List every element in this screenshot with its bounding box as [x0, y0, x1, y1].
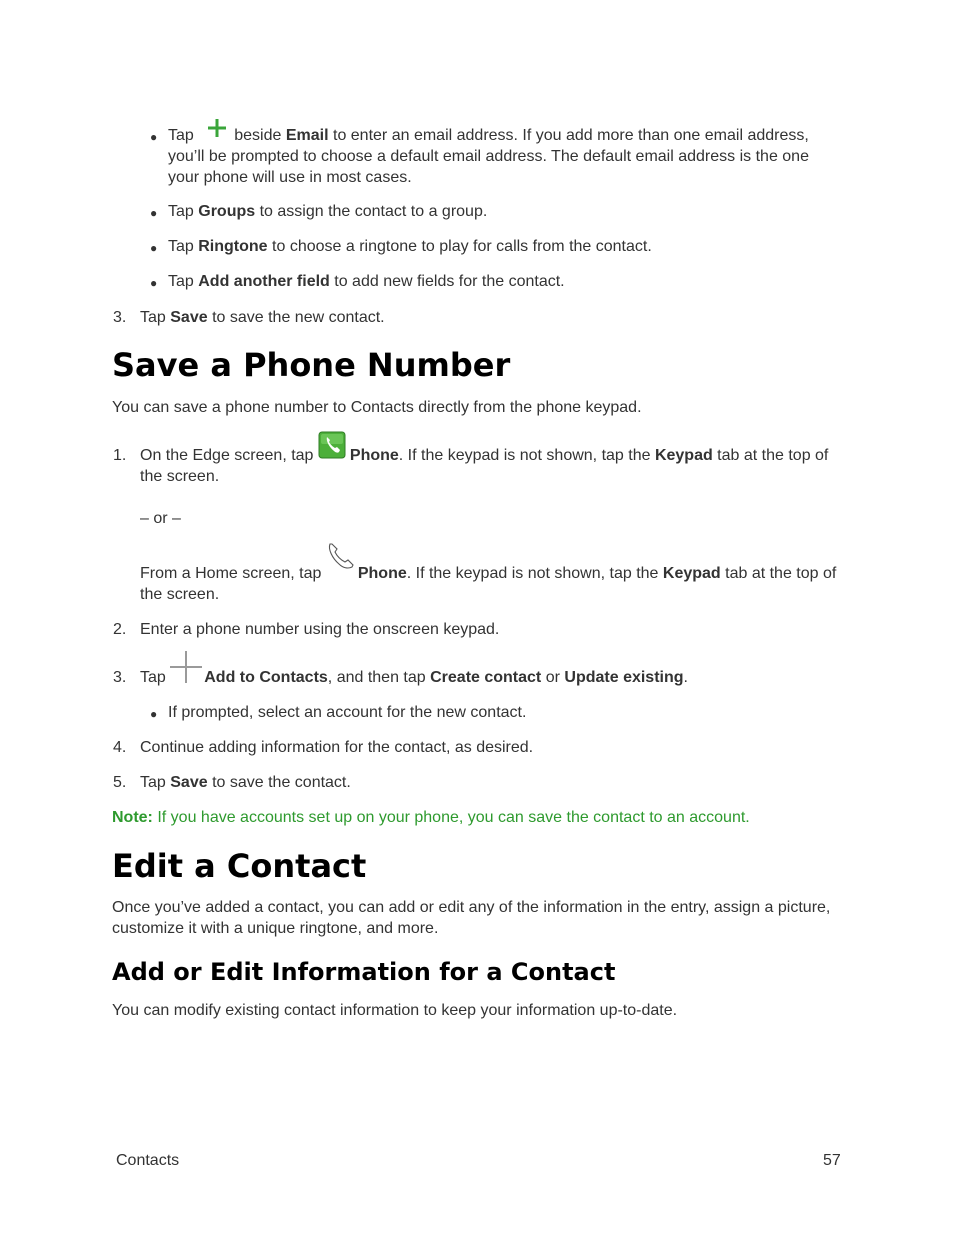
- or-separator: – or –: [140, 510, 181, 527]
- bullet-icon: ●: [150, 130, 158, 144]
- section-intro: You can save a phone number to Contacts directly from the phone keypad.: [112, 399, 642, 416]
- section-title: Edit a Contact: [112, 847, 367, 885]
- list-item: Tap Ringtone to choose a ringtone to play for calls from the contact.: [168, 238, 652, 255]
- subsection-title: Add or Edit Information for a Contact: [112, 958, 616, 986]
- step-number: 2.: [113, 621, 127, 638]
- bullet-icon: ●: [150, 276, 158, 290]
- section-title: Save a Phone Number: [112, 346, 511, 384]
- bullet-icon: ●: [150, 707, 158, 721]
- step-number: 4.: [113, 739, 127, 756]
- step-number: 3.: [113, 309, 127, 326]
- step-text: Tap Save to save the new contact.: [140, 309, 385, 326]
- step-number: 5.: [113, 774, 127, 791]
- footer-section-name: Contacts: [116, 1152, 180, 1169]
- list-item: Tap Groups to assign the contact to a group.: [168, 203, 488, 220]
- step-text: Tap Add to Contacts, and then tap Create contact or Update existing.: [140, 667, 840, 688]
- step-text: From a Home screen, tap Phone. If the keypad is not shown, tap the Keypad tab at the top of the screen.: [140, 563, 840, 605]
- step-number: 3.: [113, 669, 127, 686]
- step-text: Enter a phone number using the onscreen keypad.: [140, 621, 500, 638]
- step-text: Continue adding information for the contact, as desired.: [140, 739, 534, 756]
- bullet-icon: ●: [150, 241, 158, 255]
- plus-icon: [170, 651, 202, 683]
- step-text: On the Edge screen, tap Phone. If the keypad is not shown, tap the Keypad tab at the top of the screen.: [140, 445, 840, 487]
- subsection-intro: You can modify existing contact information to keep your information up-to-date.: [112, 1002, 678, 1019]
- list-item: Tap beside Email to enter an email address. If you add more than one email address, you’ll be prompted to choose a default email address. The default email address is the one your phone will use in most cases.: [168, 125, 833, 188]
- step-text: Tap Save to save the contact.: [140, 774, 351, 791]
- bullet-icon: ●: [150, 206, 158, 220]
- note: Note: If you have accounts set up on your phone, you can save the contact to an account.: [112, 809, 750, 826]
- section-intro: Once you’ve added a contact, you can add or edit any of the information in the entry, assign a picture, customize it with a unique ringtone, and more.: [112, 899, 831, 937]
- phone-app-icon: [318, 431, 346, 459]
- list-item: Tap Add another field to add new fields for the contact.: [168, 273, 565, 290]
- step-number: 1.: [113, 447, 127, 464]
- phone-handset-icon: [326, 541, 356, 571]
- plus-icon: [206, 117, 228, 139]
- list-item: If prompted, select an account for the new contact.: [168, 704, 527, 721]
- page-number: 57: [823, 1152, 841, 1169]
